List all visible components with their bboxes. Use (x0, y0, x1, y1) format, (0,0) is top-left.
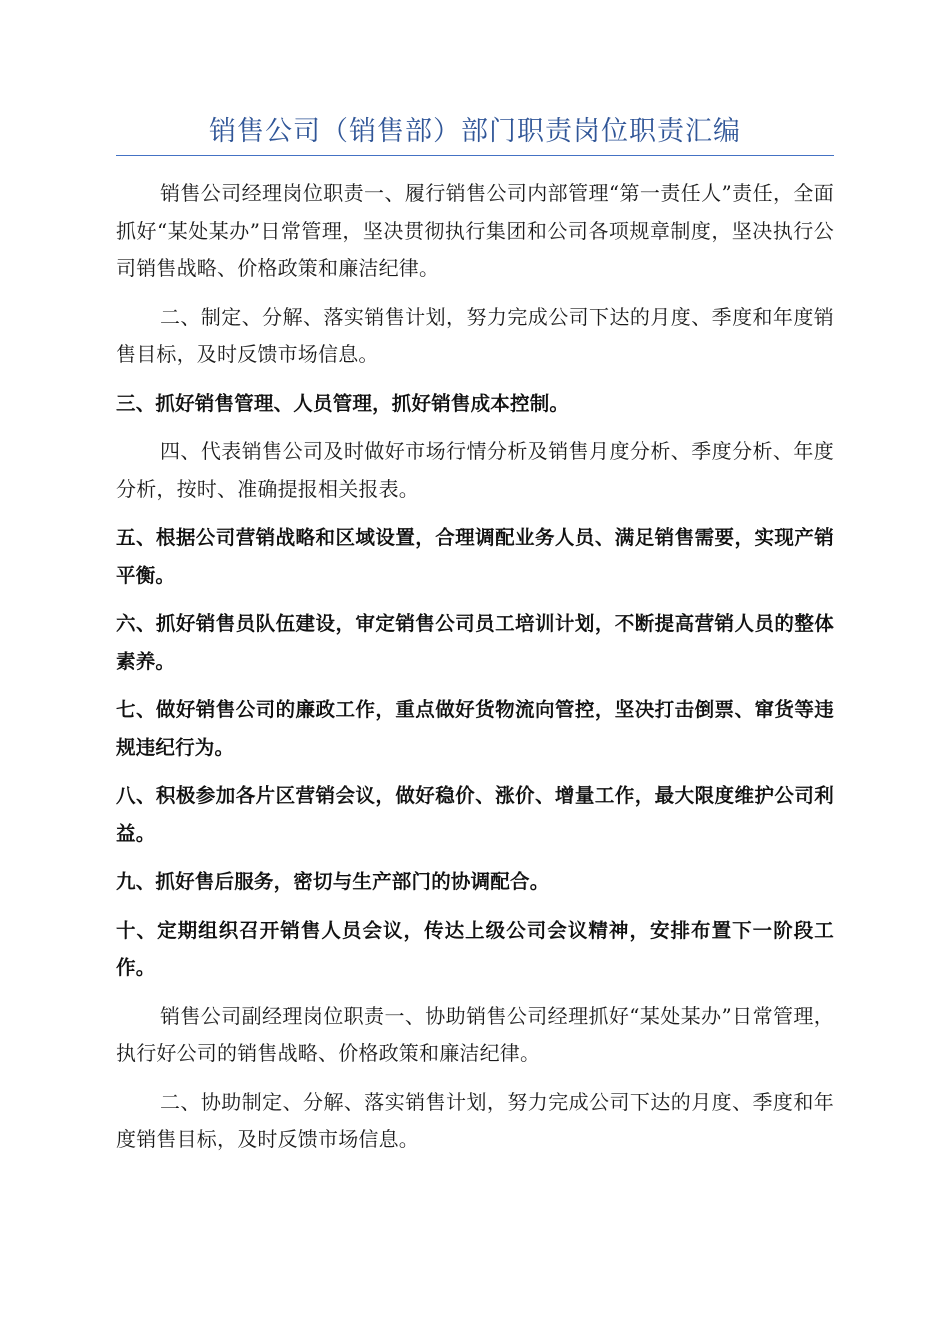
paragraph: 五、根据公司营销战略和区域设置，合理调配业务人员、满足销售需要，实现产销平衡。 (116, 526, 834, 587)
paragraph: 六、抓好销售员队伍建设，审定销售公司员工培训计划，不断提高营销人员的整体素养。 (116, 612, 834, 673)
paragraph: 三、抓好销售管理、人员管理，抓好销售成本控制。 (116, 391, 570, 415)
paragraph: 销售公司副经理岗位职责一、协助销售公司经理抓好“某处某办”日常管理，执行好公司的销售战略、价格政策和廉洁纪律。 (116, 1003, 834, 1065)
paragraph: 二、制定、分解、落实销售计划，努力完成公司下达的月度、季度和年度销售目标，及时反馈市场信息。 (116, 304, 834, 366)
title-underline (116, 155, 834, 156)
paragraph: 八、积极参加各片区营销会议，做好稳价、涨价、增量工作，最大限度维护公司利益。 (116, 784, 834, 845)
paragraph: 十、定期组织召开销售人员会议，传达上级公司会议精神，安排布置下一阶段工作。 (116, 918, 834, 979)
paragraph: 四、代表销售公司及时做好市场行情分析及销售月度分析、季度分析、年度分析，按时、准确提报相关报表。 (116, 439, 834, 501)
document-body (116, 175, 834, 1170)
paragraph: 七、做好销售公司的廉政工作，重点做好货物流向管控，坚决打击倒票、窜货等违规违纪行为。 (116, 698, 834, 759)
document-title: 销售公司（销售部）部门职责岗位职责汇编 (209, 116, 741, 147)
paragraph: 九、抓好售后服务，密切与生产部门的协调配合。 (116, 870, 550, 893)
paragraph: 二、协助制定、分解、落实销售计划，努力完成公司下达的月度、季度和年度销售目标，及时反馈市场信息。 (116, 1089, 834, 1151)
paragraph: 销售公司经理岗位职责一、履行销售公司内部管理“第一责任人”责任，全面抓好“某处某办”日常管理，坚决贯彻执行集团和公司各项规章制度，坚决执行公司销售战略、价格政策和廉洁纪律。 (116, 181, 834, 280)
